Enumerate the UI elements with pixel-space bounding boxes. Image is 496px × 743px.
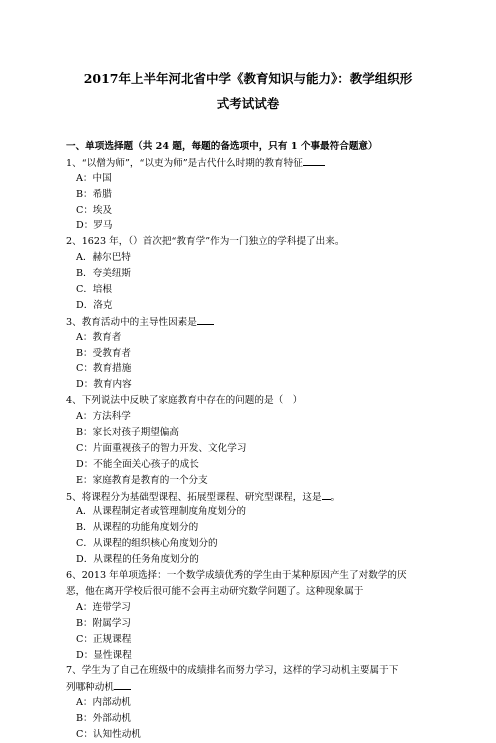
question-4-option-d: D：不能全面关心孩子的成长 bbox=[76, 458, 199, 470]
answer-blank bbox=[114, 679, 131, 690]
question-5-option-d: D．从课程的任务角度划分的 bbox=[76, 554, 199, 566]
question-6-stem-line-1: 6、2013 年单项选择：一个数学成绩优秀的学生由于某种原因产生了对数学的厌 bbox=[66, 570, 407, 582]
question-6-stem-line-2: 恶，他在离开学校后很可能不会再主动研究数学问题了。这种现象属于 bbox=[66, 585, 364, 597]
question-2-stem: 2、1623 年，（）首次把“教育学”作为一门独立的学科提了出来。 bbox=[66, 236, 345, 248]
question-stem-tail: 。 bbox=[330, 491, 341, 503]
question-6-option-a: A：连带学习 bbox=[76, 601, 131, 613]
question-1-option-b: B：希腊 bbox=[76, 188, 112, 200]
question-stem-text: 列哪种动机 bbox=[66, 682, 114, 694]
question-5-option-c: C．从课程的组织核心角度划分的 bbox=[76, 538, 218, 550]
document-body bbox=[66, 139, 436, 743]
answer-blank bbox=[197, 314, 214, 325]
document-title-line-1: 2017年上半年河北省中学《教育知识与能力》：教学组织形 bbox=[83, 71, 413, 86]
question-2-option-b: B．夸美纽斯 bbox=[76, 268, 132, 280]
question-2-option-a: A．赫尔巴特 bbox=[76, 252, 131, 264]
question-stem-text: 5、将课程分为基础型课程、拓展型课程、研究型课程，这是 bbox=[66, 491, 322, 503]
question-1-option-d: D：罗马 bbox=[76, 220, 113, 232]
question-7-option-b: B：外部动机 bbox=[76, 713, 132, 725]
question-3-stem bbox=[66, 314, 436, 330]
question-7-stem-line-2 bbox=[66, 679, 436, 695]
question-stem-text: 3、教育活动中的主导性因素是 bbox=[66, 316, 197, 328]
question-3-option-d: D：教育内容 bbox=[76, 379, 132, 391]
question-6-option-b: B：附属学习 bbox=[76, 617, 132, 629]
question-1-stem bbox=[66, 155, 436, 171]
answer-blank bbox=[322, 489, 331, 500]
question-2-option-c: C．培根 bbox=[76, 284, 113, 296]
question-5-stem bbox=[66, 489, 436, 505]
question-3-option-b: B：受教育者 bbox=[76, 347, 132, 359]
question-3-option-a: A：教育者 bbox=[76, 331, 122, 343]
question-4-option-a: A：方法科学 bbox=[76, 411, 131, 423]
section-heading: 一、单项选择题（共 24 题，每题的备选项中，只有 1 个事最符合题意） bbox=[66, 141, 378, 152]
document-title-line-2: 式考试试卷 bbox=[216, 96, 280, 111]
question-5-option-a: A．从课程制定者或管理制度角度划分的 bbox=[76, 506, 247, 518]
question-4-option-c: C：片面重视孩子的智力开发、文化学习 bbox=[76, 442, 247, 454]
question-4-option-e: E：家庭教育是教育的一个分支 bbox=[76, 474, 208, 486]
question-1-option-c: C：埃及 bbox=[76, 204, 113, 216]
question-1-option-a: A：中国 bbox=[76, 172, 112, 184]
question-6-option-d: D：显性课程 bbox=[76, 649, 132, 661]
question-6-option-c: C：正规课程 bbox=[76, 633, 132, 645]
question-4-stem: 4、下列说法中反映了家庭教育中存在的问题的是（ ） bbox=[66, 395, 303, 407]
question-2-option-d: D．洛克 bbox=[76, 299, 113, 311]
question-stem-text: 1、“以僧为师”，“以吏为师”是古代什么时期的教育特征 bbox=[66, 157, 303, 169]
question-7-option-c: C：认知性动机 bbox=[76, 728, 141, 740]
question-7-option-a: A：内部动机 bbox=[76, 697, 131, 709]
question-4-option-b: B：家长对孩子期望偏高 bbox=[76, 427, 179, 439]
question-7-stem-line-1: 7、学生为了自己在班级中的成绩排名而努力学习，这样的学习动机主要属于下 bbox=[66, 665, 399, 677]
answer-blank bbox=[303, 155, 325, 166]
question-3-option-c: C：教育措施 bbox=[76, 363, 132, 375]
question-5-option-b: B．从课程的功能角度划分的 bbox=[76, 522, 199, 534]
